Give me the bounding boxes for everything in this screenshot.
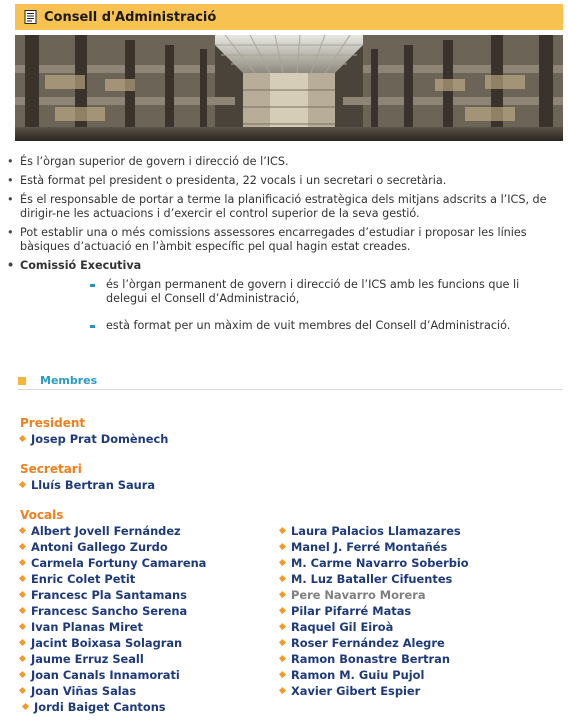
list-item: • Pot establir una o més comissions assessores encarregades d’estudiar i proposar les línies bàsiques d’actuació en l’àmbit específic pel qual hagin estat creades. <box>6 226 562 254</box>
member-link[interactable] <box>20 432 168 446</box>
list-item <box>88 278 558 306</box>
diamond-bullet-icon <box>279 559 286 566</box>
member-link[interactable] <box>20 620 143 634</box>
member-name: Ivan Planas Miret <box>31 620 143 634</box>
diamond-bullet-icon <box>279 623 286 630</box>
diamond-bullet-icon <box>279 607 286 614</box>
member-link[interactable] <box>280 668 424 682</box>
member-name: M. Carme Navarro Soberbio <box>291 556 469 570</box>
square-bullet-icon <box>90 284 95 287</box>
member-link[interactable] <box>280 524 461 538</box>
member-link[interactable] <box>280 604 411 618</box>
member-link[interactable] <box>20 668 180 682</box>
diamond-bullet-icon <box>279 639 286 646</box>
banner-image <box>15 35 563 141</box>
member-name: Enric Colet Petit <box>31 572 136 586</box>
member-name: Ramon Bonastre Bertran <box>291 652 450 666</box>
member-link[interactable] <box>280 588 426 602</box>
list-item: • Està format pel president o presidenta, 22 vocals i un secretari o secretària. <box>6 174 562 188</box>
diamond-bullet-icon <box>279 591 286 598</box>
member-name: Jacint Boixasa Solagran <box>31 636 183 650</box>
member-name: Raquel Gil Eiroà <box>291 620 394 634</box>
document-icon <box>24 10 37 24</box>
diamond-bullet-icon <box>22 703 29 710</box>
member-name: Joan Viñas Salas <box>31 684 137 698</box>
member-link[interactable] <box>20 604 187 618</box>
member-name: M. Luz Bataller Cifuentes <box>291 572 453 586</box>
member-link[interactable] <box>280 652 450 666</box>
list-item <box>88 319 558 333</box>
diamond-bullet-icon <box>279 543 286 550</box>
diamond-bullet-icon <box>19 435 26 442</box>
diamond-bullet-icon <box>19 575 26 582</box>
diamond-bullet-icon <box>279 687 286 694</box>
diamond-bullet-icon <box>19 607 26 614</box>
diamond-bullet-icon <box>279 655 286 662</box>
list-item-text: és l’òrgan permanent de govern i direcció de l’ICS amb les funcions que li delegui el Consell d’Administració, <box>106 278 520 305</box>
list-item-executive-commission: • Comissió Executiva <box>6 259 562 273</box>
vocals-label: Vocals <box>20 508 64 522</box>
member-name: Jaume Erruz Seall <box>31 652 144 666</box>
diamond-bullet-icon <box>19 543 26 550</box>
diamond-bullet-icon <box>19 623 26 630</box>
page-title: Consell d'Administració <box>44 9 217 25</box>
diamond-bullet-icon <box>19 559 26 566</box>
member-link[interactable] <box>20 524 181 538</box>
member-link[interactable] <box>280 556 469 570</box>
member-name: Lluís Bertran Saura <box>31 478 156 492</box>
member-link[interactable] <box>23 700 166 714</box>
square-bullet-icon <box>90 325 95 328</box>
diamond-bullet-icon <box>19 655 26 662</box>
member-link[interactable] <box>280 540 447 554</box>
diamond-bullet-icon <box>19 481 26 488</box>
secretary-label: Secretari <box>20 462 82 476</box>
member-link[interactable] <box>280 636 445 650</box>
member-name: Francesc Sancho Serena <box>31 604 188 618</box>
diamond-bullet-icon <box>279 527 286 534</box>
list-item-text: està format per un màxim de vuit membres del Consell d’Administració. <box>106 319 511 332</box>
member-name: Antoni Gallego Zurdo <box>31 540 168 554</box>
member-name: Pere Navarro Morera <box>291 588 426 602</box>
member-name: Laura Palacios Llamazares <box>291 524 461 538</box>
member-link[interactable] <box>20 572 135 586</box>
member-name: Ramon M. Guiu Pujol <box>291 668 425 682</box>
member-name: Manel J. Ferré Montañés <box>291 540 448 554</box>
member-name: Carmela Fortuny Camarena <box>31 556 207 570</box>
president-label: President <box>20 416 86 430</box>
member-name: Pilar Pifarré Matas <box>291 604 412 618</box>
diamond-bullet-icon <box>19 591 26 598</box>
commission-list <box>88 278 558 333</box>
diamond-bullet-icon <box>19 671 26 678</box>
list-item: • És el responsable de portar a terme la planificació estratègica dels mitjans adscrits a l’ICS, de dirigir-ne les actuacions i d’exercir el control superior de la seva gestió. <box>6 193 562 221</box>
member-link[interactable] <box>20 540 168 554</box>
member-link[interactable] <box>280 620 393 634</box>
members-title: Membres <box>40 374 98 387</box>
member-link[interactable] <box>20 478 155 492</box>
square-bullet-icon <box>18 377 26 385</box>
diamond-bullet-icon <box>19 639 26 646</box>
member-link[interactable] <box>20 652 144 666</box>
member-name: Joan Canals Innamorati <box>31 668 180 682</box>
member-name: Josep Prat Domènech <box>31 432 169 446</box>
member-link[interactable] <box>20 636 182 650</box>
member-name: Roser Fernández Alegre <box>291 636 445 650</box>
member-link[interactable] <box>20 556 206 570</box>
members-heading <box>18 374 563 390</box>
member-name: Francesc Pla Santamans <box>31 588 187 602</box>
diamond-bullet-icon <box>279 575 286 582</box>
diamond-bullet-icon <box>19 687 26 694</box>
diamond-bullet-icon <box>279 671 286 678</box>
header-bar <box>15 4 563 30</box>
member-link[interactable] <box>280 572 452 586</box>
member-name: Jordi Baiget Cantons <box>34 700 166 714</box>
diamond-bullet-icon <box>19 527 26 534</box>
info-list <box>6 155 562 278</box>
list-item: • És l’òrgan superior de govern i direcció de l’ICS. <box>6 155 562 169</box>
member-name: Xavier Gibert Espier <box>291 684 421 698</box>
member-name: Albert Jovell Fernández <box>31 524 181 538</box>
member-link[interactable] <box>280 684 420 698</box>
member-link[interactable] <box>20 588 187 602</box>
member-link[interactable] <box>20 684 136 698</box>
